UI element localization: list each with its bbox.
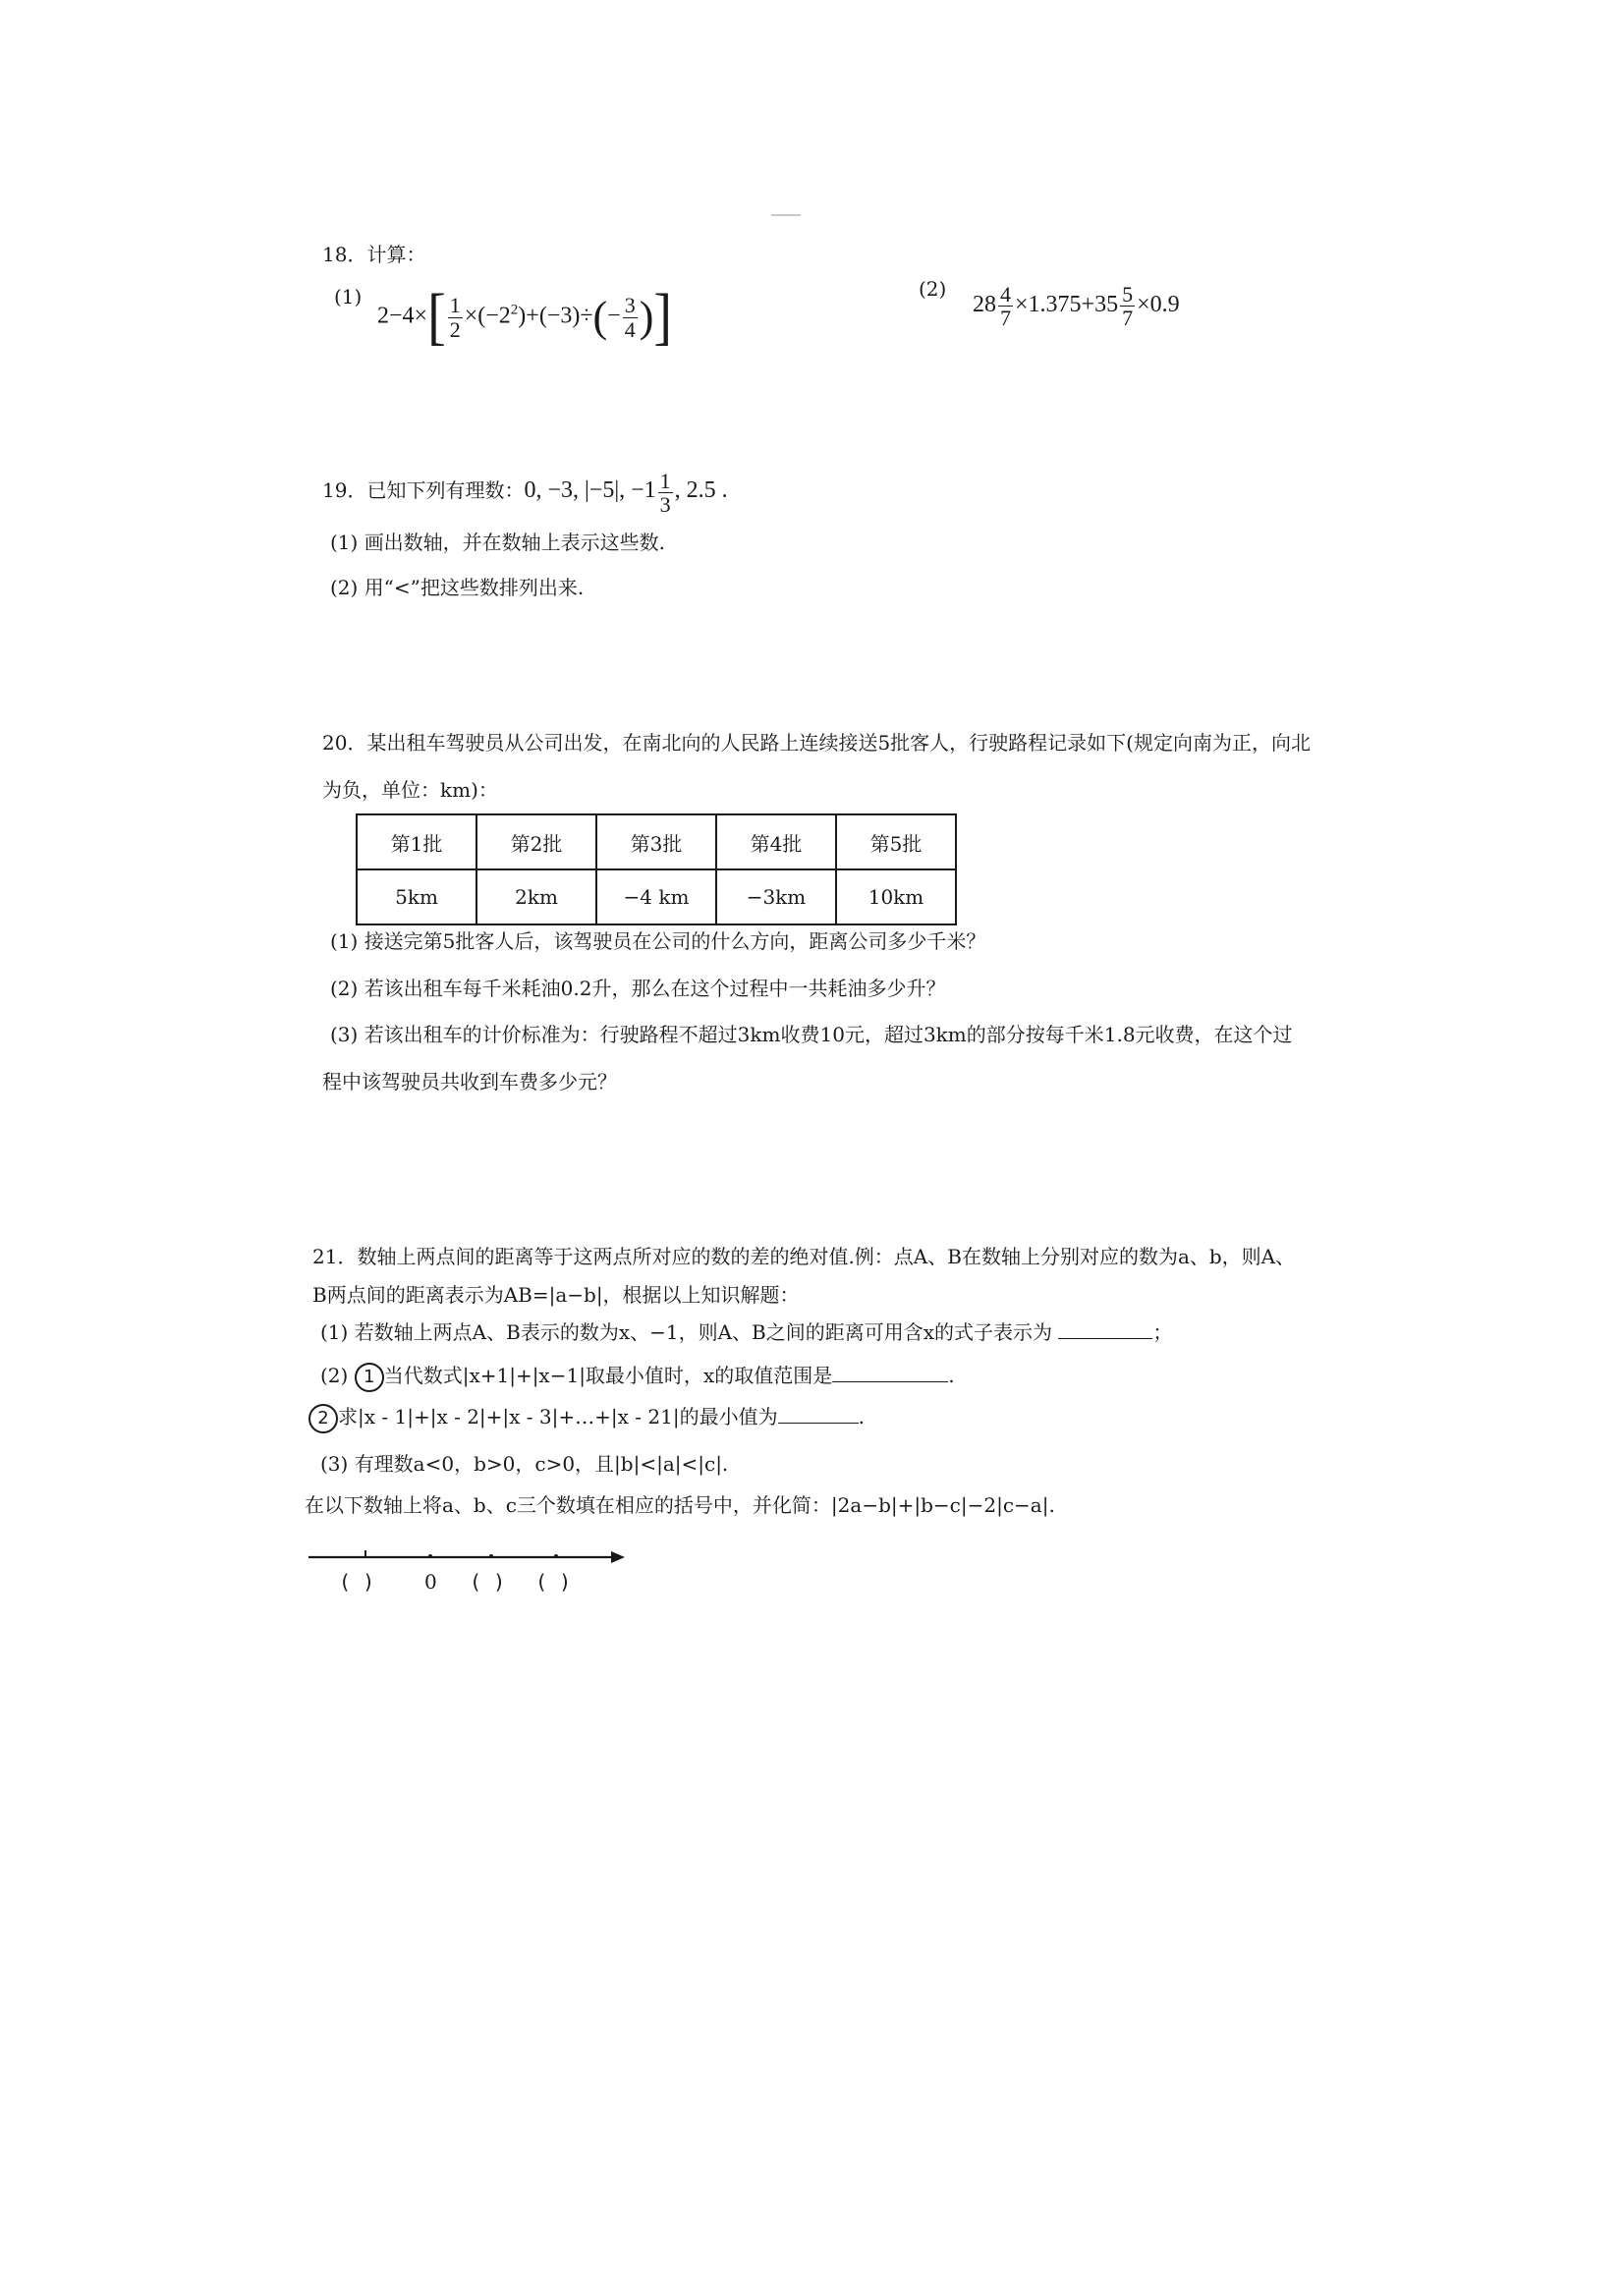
- q19-part2: (2) 用“<”把这些数排列出来.: [330, 576, 585, 599]
- axis-label-b[interactable]: ( ): [470, 1570, 506, 1594]
- q18-p2-mid: ×1.375+35: [1015, 292, 1119, 318]
- table-row: [357, 869, 956, 924]
- frac-numerator: 4: [1000, 282, 1011, 307]
- q18-p1-sup: 2: [510, 302, 519, 318]
- q20-intro-line2: 为负，单位：km)：: [322, 778, 498, 802]
- axis-dot: [489, 1554, 493, 1558]
- frac-numerator: 5: [1122, 282, 1134, 307]
- table-cell: 10km: [836, 869, 956, 924]
- frac-denominator: 7: [1122, 306, 1134, 331]
- frac-numerator: 1: [449, 293, 461, 318]
- frac-denominator: 4: [624, 316, 636, 342]
- q19-part1: (1) 画出数轴，并在数轴上表示这些数.: [330, 531, 666, 554]
- axis-arrow: [611, 1551, 625, 1563]
- q19-numbers-a: 0, −3, |−5|, −1: [524, 477, 656, 504]
- q21-part3: (3) 有理数a<0，b>0，c>0，且|b|<|a|<|c|.: [320, 1452, 729, 1476]
- q18-p2-fraction-1: [998, 283, 1013, 329]
- answer-blank[interactable]: [778, 1423, 859, 1424]
- table-cell: −3km: [716, 869, 836, 924]
- table-header-cell: 第3批: [596, 814, 716, 869]
- q18-part2-label: (2): [919, 277, 947, 301]
- frac-denominator: 7: [1000, 306, 1011, 331]
- q18-p1-mid1: ×(−2: [464, 303, 511, 329]
- q21-part2a: [320, 1360, 955, 1392]
- q18-p1-fraction-2: [623, 294, 638, 340]
- q18-p1-mid2: )+(−3)÷: [518, 303, 593, 329]
- q20-intro-line1: 20．某出租车驾驶员从公司出发，在南北向的人民路上连续接送5批客人，行驶路程记录如下(规定向南为正，向北: [322, 731, 1311, 755]
- axis-label-zero: 0: [424, 1570, 437, 1594]
- frac-denominator: 3: [659, 492, 671, 518]
- close-paren: ): [639, 293, 654, 341]
- q21-intro-line2: B两点间的距离表示为AB=|a−b|，根据以上知识解题：: [312, 1283, 800, 1307]
- q20-part3-line1: (3) 若该出租车的计价标准为：行驶路程不超过3km收费10元，超过3km的部分按每千米1.8元收费，在这个过: [330, 1023, 1293, 1046]
- axis-dot: [554, 1554, 558, 1558]
- q19-heading-text: 19．已知下列有理数：: [322, 478, 525, 503]
- close-bracket: ]: [653, 282, 673, 353]
- open-paren: (: [592, 293, 608, 341]
- q18-p1-lead: 2−4×: [377, 303, 428, 329]
- table-header-cell: 第4批: [716, 814, 836, 869]
- axis-dot: [428, 1554, 432, 1558]
- q20-part1: (1) 接送完第5批客人后，该驾驶员在公司的什么方向，距离公司多少千米？: [330, 929, 986, 953]
- axis-label-c[interactable]: ( ): [535, 1570, 572, 1594]
- q18-p2-fraction-2: [1120, 283, 1135, 329]
- q21-part2b: [308, 1401, 865, 1433]
- q18-part1-label: (1): [334, 285, 363, 308]
- q19-heading: [322, 470, 728, 516]
- q21-part3b: 在以下数轴上将a、b、c三个数填在相应的括号中，并化简：|2a−b|+|b−c|−2|c−a|.: [305, 1493, 1055, 1517]
- table-header-cell: 第5批: [836, 814, 956, 869]
- q21-part2-label: (2): [320, 1364, 349, 1387]
- frac-denominator: 2: [449, 316, 461, 342]
- q19-numbers-b: , 2.5 .: [674, 477, 728, 504]
- q18-p1-fraction-1: [448, 294, 463, 340]
- answer-blank[interactable]: [1058, 1338, 1152, 1339]
- circled-number-2: 2: [308, 1404, 338, 1433]
- q20-part3-line2: 程中该驾驶员共收到车费多少元？: [322, 1070, 617, 1093]
- q21-number-line: [305, 1538, 629, 1573]
- frac-numerator: 1: [659, 469, 671, 493]
- frac-numerator: 3: [624, 293, 636, 318]
- q21-part1-end: ；: [1152, 1320, 1173, 1344]
- table-header-cell: 第1批: [357, 814, 476, 869]
- q20-part2: (2) 若该出租车每千米耗油0.2升，那么在这个过程中一共耗油多少升？: [330, 977, 946, 1000]
- q19-fraction: [658, 470, 673, 516]
- answer-blank[interactable]: [832, 1381, 948, 1382]
- table-cell: 5km: [357, 869, 476, 924]
- q18-p2-tail: ×0.9: [1137, 292, 1180, 318]
- q21-part2b-text: 求|x - 1|+|x - 2|+|x - 3|+…+|x - 21|的最小值为: [338, 1405, 778, 1428]
- scan-mark: [771, 214, 801, 216]
- table-header-row: [357, 814, 956, 869]
- q18-heading: 18．计算：: [322, 243, 426, 266]
- table-cell: −4 km: [596, 869, 716, 924]
- q21-part2b-end: .: [858, 1405, 865, 1428]
- table-cell: 2km: [476, 869, 596, 924]
- q20-record-table: [356, 813, 957, 925]
- q21-part2a-text: 当代数式|x+1|+|x−1|取最小值时，x的取值范围是: [383, 1364, 833, 1387]
- circled-number-1: 1: [355, 1363, 384, 1392]
- q18-part1-expression: 2−4×[ $\frac{1}{2}$ $\times(-2^2)+(-3)\div(-$ $\frac{3}{4}$ )]: [377, 282, 673, 353]
- table-header-cell: 第2批: [476, 814, 596, 869]
- q21-part2a-end: .: [948, 1364, 955, 1387]
- axis-label-a[interactable]: ( ): [339, 1570, 375, 1594]
- q21-intro-line1: 21．数轴上两点间的距离等于这两点所对应的数的差的绝对值.例：点A、B在数轴上分别对应的数为a、b，则A、: [312, 1245, 1296, 1268]
- mixed-whole-1: 28: [973, 292, 996, 318]
- q21-part1-text: (1) 若数轴上两点A、B表示的数为x、−1，则A、B之间的距离可用含x的式子表示为: [320, 1320, 1053, 1344]
- open-bracket: [: [427, 282, 446, 353]
- q18-part2-expression: [973, 283, 1180, 329]
- q21-part1: [320, 1316, 1172, 1345]
